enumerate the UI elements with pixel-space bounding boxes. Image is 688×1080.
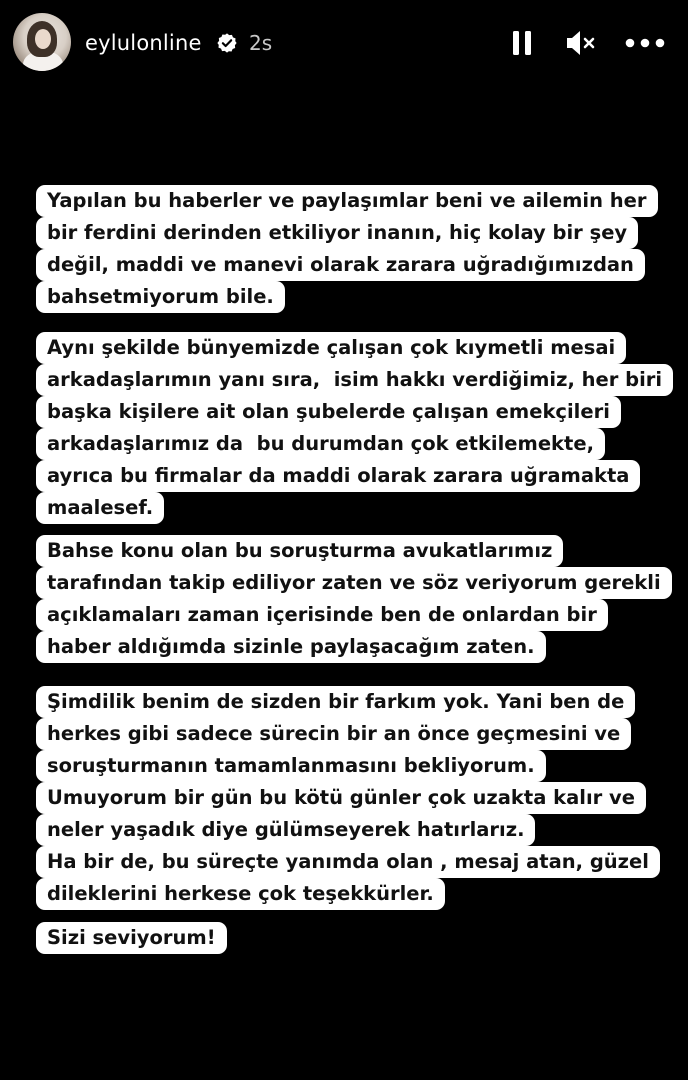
text-line: başka kişilere ait olan şubelerde çalışan emekçileri bbox=[36, 396, 621, 428]
profile-avatar[interactable] bbox=[13, 13, 71, 71]
text-line: açıklamaları zaman içerisinde ben de onlardan bir bbox=[36, 599, 608, 631]
text-line: tarafından takip ediliyor zaten ve söz veriyorum gerekli bbox=[36, 567, 672, 599]
text-line: Bahse konu olan bu soruşturma avukatlarımız bbox=[36, 535, 563, 567]
post-time: 2s bbox=[249, 31, 273, 55]
mute-icon[interactable] bbox=[560, 26, 600, 60]
text-line: herkes gibi sadece sürecin bir an önce geçmesini ve bbox=[36, 718, 631, 750]
more-options-icon[interactable] bbox=[618, 26, 672, 60]
mute-icon-glyph bbox=[564, 29, 596, 57]
paragraph-2 bbox=[36, 332, 673, 524]
text-line: arkadaşlarımız da bu durumdan çok etkilemekte, bbox=[36, 428, 605, 460]
text-line: Yapılan bu haberler ve paylaşımlar beni ve ailemin her bbox=[36, 185, 658, 217]
text-line: değil, maddi ve manevi olarak zarara uğradığımızdan bbox=[36, 249, 645, 281]
paragraph-1 bbox=[36, 185, 658, 313]
text-line: haber aldığımda sizinle paylaşacağım zaten. bbox=[36, 631, 546, 663]
pause-icon[interactable] bbox=[505, 26, 539, 60]
text-line: dileklerini herkese çok teşekkürler. bbox=[36, 878, 445, 910]
text-line: bahsetmiyorum bile. bbox=[36, 281, 285, 313]
text-line: neler yaşadık diye gülümseyerek hatırlarız. bbox=[36, 814, 535, 846]
pause-icon-glyph bbox=[511, 29, 533, 57]
text-line: arkadaşlarımın yanı sıra, isim hakkı verdiğimiz, her biri bbox=[36, 364, 673, 396]
text-line: Umuyorum bir gün bu kötü günler çok uzakta kalır ve bbox=[36, 782, 646, 814]
paragraph-3 bbox=[36, 535, 672, 663]
story-header bbox=[0, 0, 688, 86]
avatar-face-shape bbox=[35, 29, 51, 49]
paragraph-4 bbox=[36, 686, 660, 910]
paragraph-5 bbox=[36, 922, 227, 954]
text-line: ayrıca bu firmalar da maddi olarak zarara uğramakta bbox=[36, 460, 640, 492]
text-line: Ha bir de, bu süreçte yanımda olan , mesaj atan, güzel bbox=[36, 846, 660, 878]
text-line: Aynı şekilde bünyemizde çalışan çok kıymetli mesai bbox=[36, 332, 626, 364]
text-line: Sizi seviyorum! bbox=[36, 922, 227, 954]
text-line: soruşturmanın tamamlanmasını bekliyorum. bbox=[36, 750, 546, 782]
text-line: bir ferdini derinden etkiliyor inanın, hiç kolay bir şey bbox=[36, 217, 638, 249]
username[interactable]: eylulonline bbox=[85, 31, 202, 55]
more-options-icon-glyph bbox=[625, 38, 665, 48]
text-line: Şimdilik benim de sizden bir farkım yok. Yani ben de bbox=[36, 686, 635, 718]
verified-badge-icon bbox=[216, 32, 238, 54]
text-line: maalesef. bbox=[36, 492, 164, 524]
